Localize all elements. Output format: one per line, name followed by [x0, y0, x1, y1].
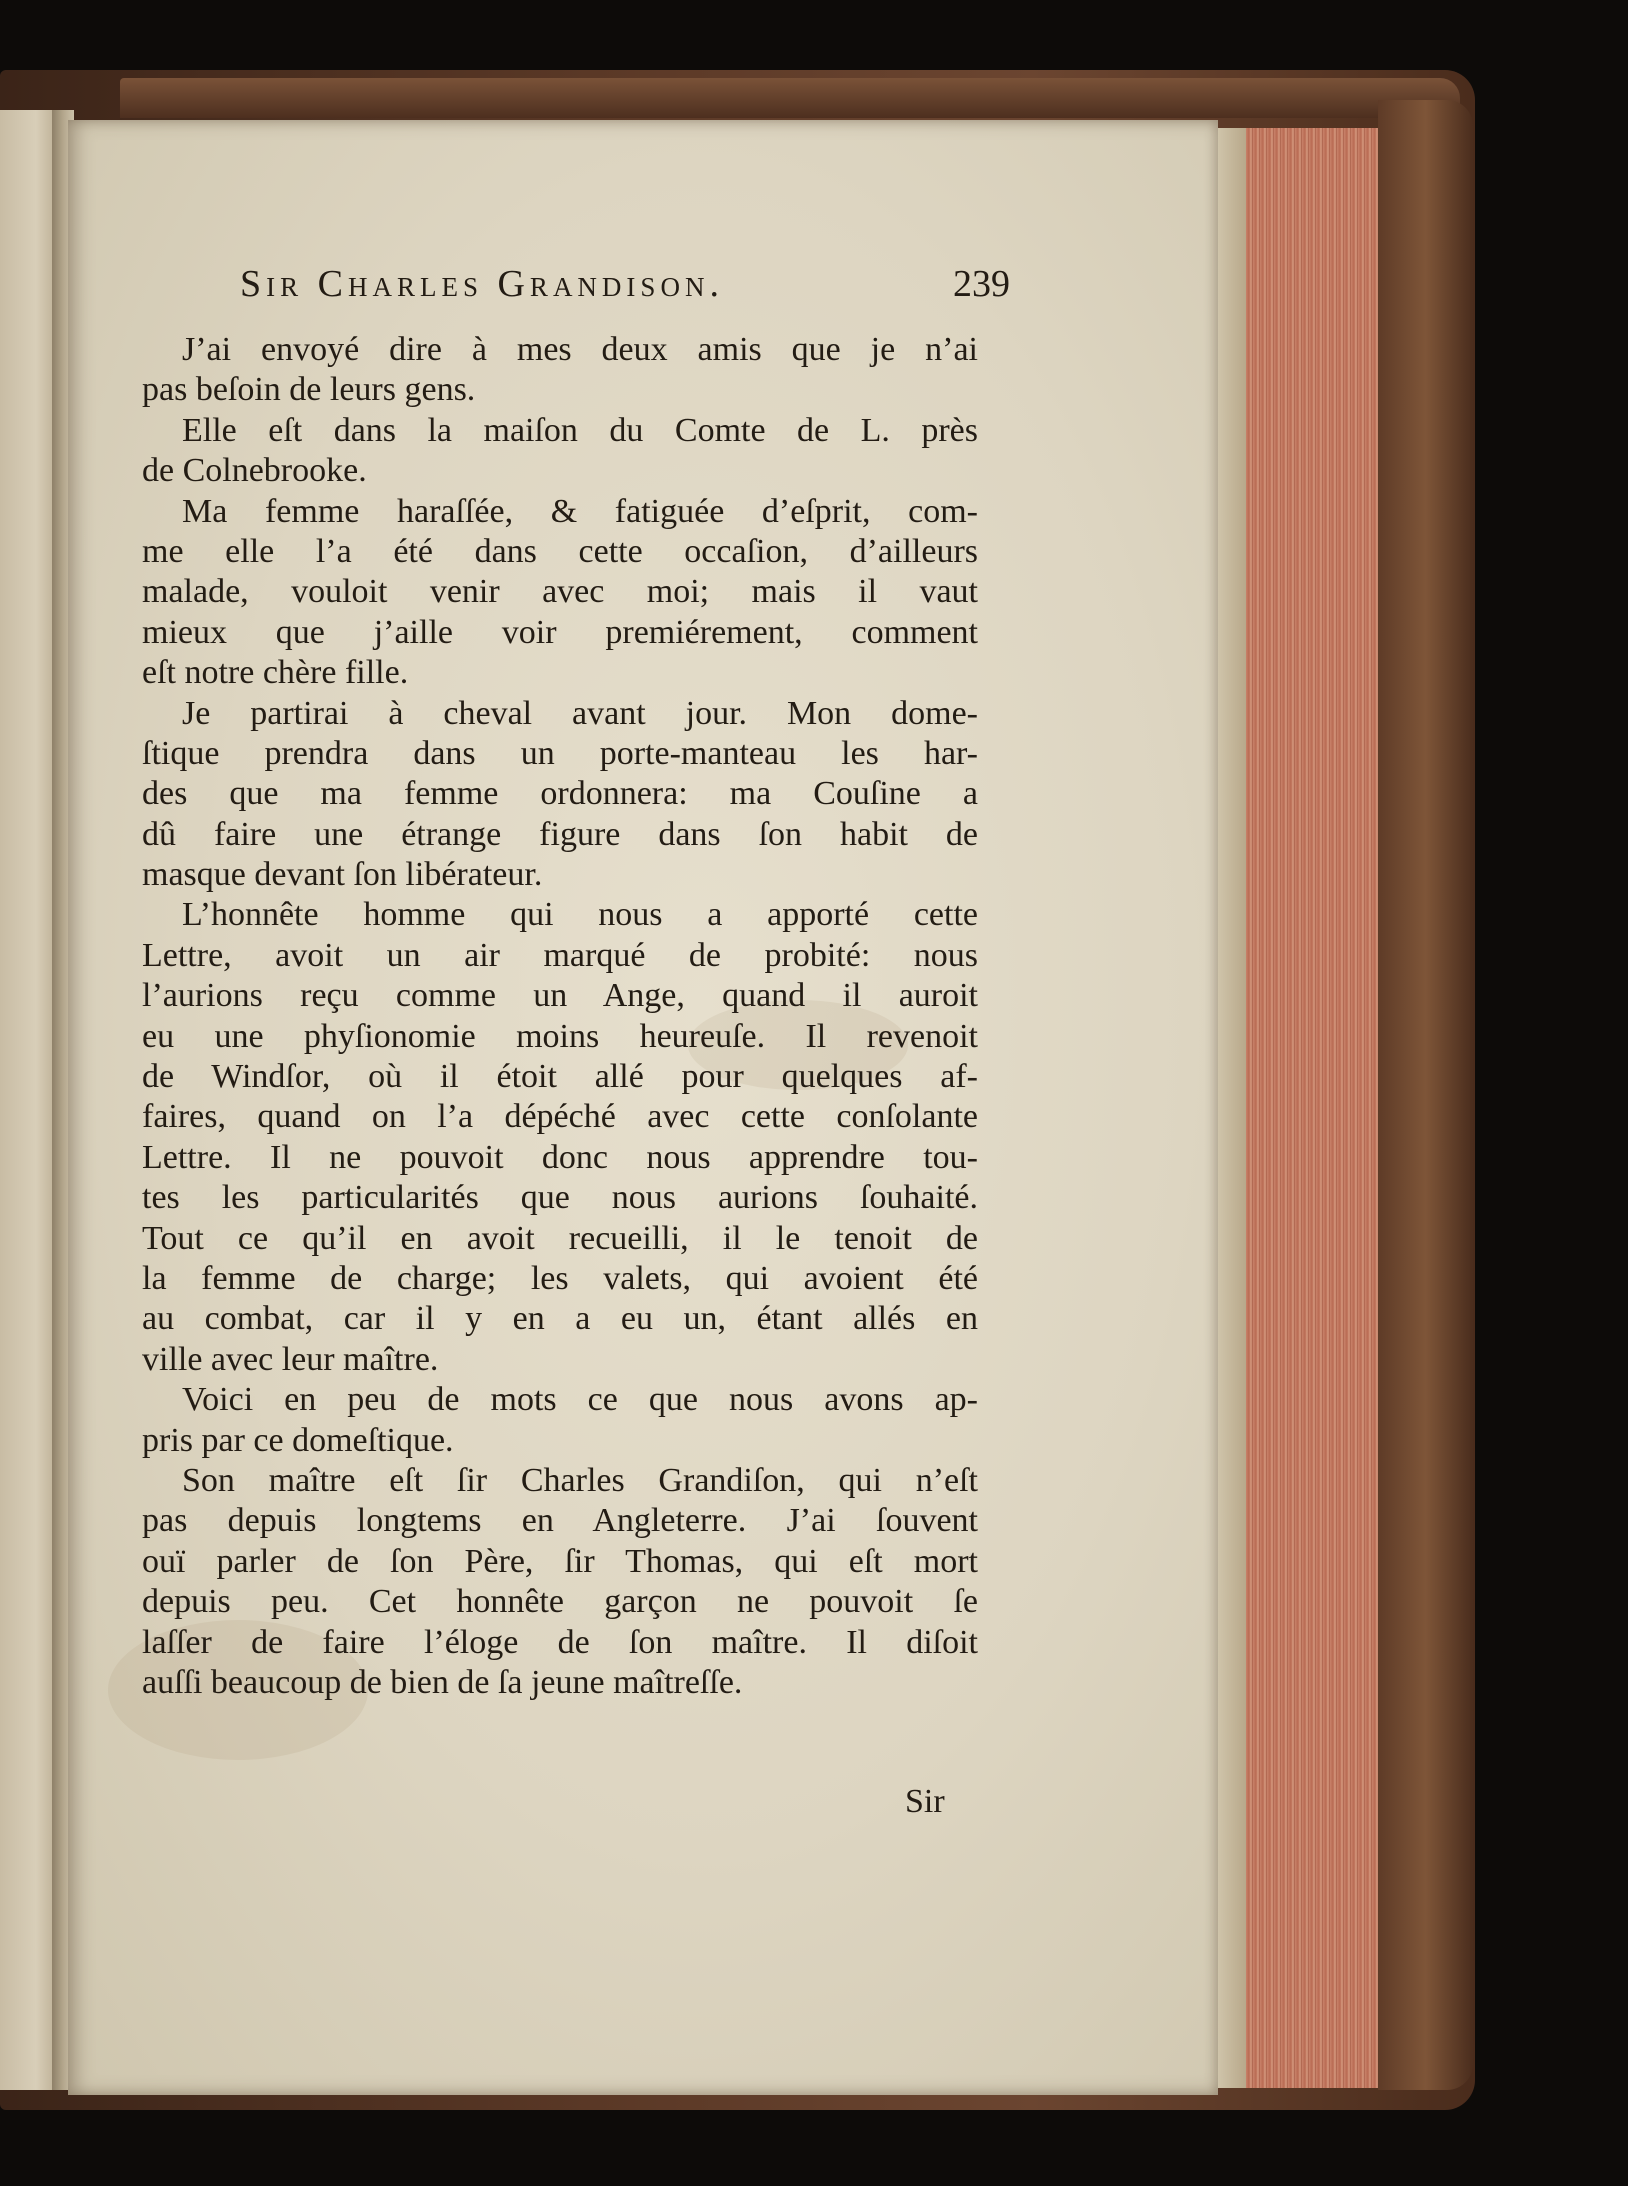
text-line: Son maître eſt ſir Charles Grandiſon, qui n’eſt: [182, 1461, 978, 1499]
cover-spine-edge: [1378, 100, 1473, 2090]
text-line: Elle eſt dans la maiſon du Comte de L. près: [182, 411, 978, 449]
text-line: des que ma femme ordonnera: ma Couſine a: [142, 775, 978, 813]
text-line: dû faire une étrange figure dans ſon habit de: [142, 815, 978, 853]
catchword: Sir: [905, 1783, 945, 1820]
text-line: eſt notre chère fille.: [142, 654, 409, 692]
text-line: ouï parler de ſon Père, ſir Thomas, qui eſt mort: [142, 1542, 978, 1580]
running-head: [240, 262, 1010, 318]
text-line: pas depuis longtems en Angleterre. J’ai ſouvent: [142, 1502, 978, 1540]
running-head-title: Sir Charles Grandison.: [240, 263, 724, 305]
text-line: Lettre. Il ne pouvoit donc nous apprendre tou-: [142, 1138, 978, 1176]
text-line: mieux que j’aille voir premiérement, comment: [142, 613, 978, 651]
cover-top-edge: [120, 78, 1460, 118]
text-line: masque devant ſon libérateur.: [142, 856, 543, 894]
text-line: J’ai envoyé dire à mes deux amis que je n’ai: [182, 331, 978, 368]
text-line: laſſer de faire l’éloge de ſon maître. Il diſoit: [142, 1623, 978, 1661]
text-line: Tout ce qu’il en avoit recueilli, il le tenoit de: [142, 1219, 978, 1257]
text-line: l’aurions reçu comme un Ange, quand il auroit: [142, 977, 978, 1015]
text-line: ſtique prendra dans un porte-manteau les har-: [142, 734, 978, 772]
text-line: malade, vouloit venir avec moi; mais il vaut: [142, 573, 978, 611]
page-number: 239: [953, 263, 1010, 305]
text-line: L’honnête homme qui nous a apporté cette: [182, 896, 978, 934]
text-line: me elle l’a été dans cette occaſion, d’ailleurs: [142, 532, 978, 570]
text-line: de Windſor, où il étoit allé pour quelques af-: [142, 1058, 978, 1096]
text-line: depuis peu. Cet honnête garçon ne pouvoit ſe: [142, 1583, 978, 1621]
text-line: Ma femme haraſſée, & fatiguée d’eſprit, com-: [182, 492, 978, 530]
left-page-edge: [0, 110, 60, 2090]
text-line: eu une phyſionomie moins heureuſe. Il revenoit: [142, 1017, 978, 1055]
text-line: faires, quand on l’a dépéché avec cette conſolante: [142, 1098, 978, 1136]
text-line: Voici en peu de mots ce que nous avons ap-: [182, 1381, 978, 1419]
text-line: la femme de charge; les valets, qui avoient été: [142, 1259, 978, 1297]
text-line: auſſi beaucoup de bien de ſa jeune maîtreſſe.: [142, 1663, 743, 1701]
text-line: Je partirai à cheval avant jour. Mon dome-: [182, 694, 978, 732]
body-text: [142, 330, 978, 1703]
text-line: au combat, car il y en a eu un, étant allés en: [142, 1300, 978, 1338]
text-line: Lettre, avoit un air marqué de probité: nous: [142, 936, 978, 974]
text-line: ville avec leur maître.: [142, 1340, 439, 1378]
text-line: tes les particularités que nous aurions ſouhaité.: [142, 1179, 978, 1217]
text-line: pas beſoin de leurs gens.: [142, 371, 476, 409]
text-line: de Colnebrooke.: [142, 452, 367, 490]
text-line: pris par ce domeſtique.: [142, 1421, 454, 1459]
page-block-edge: [1218, 128, 1246, 2088]
